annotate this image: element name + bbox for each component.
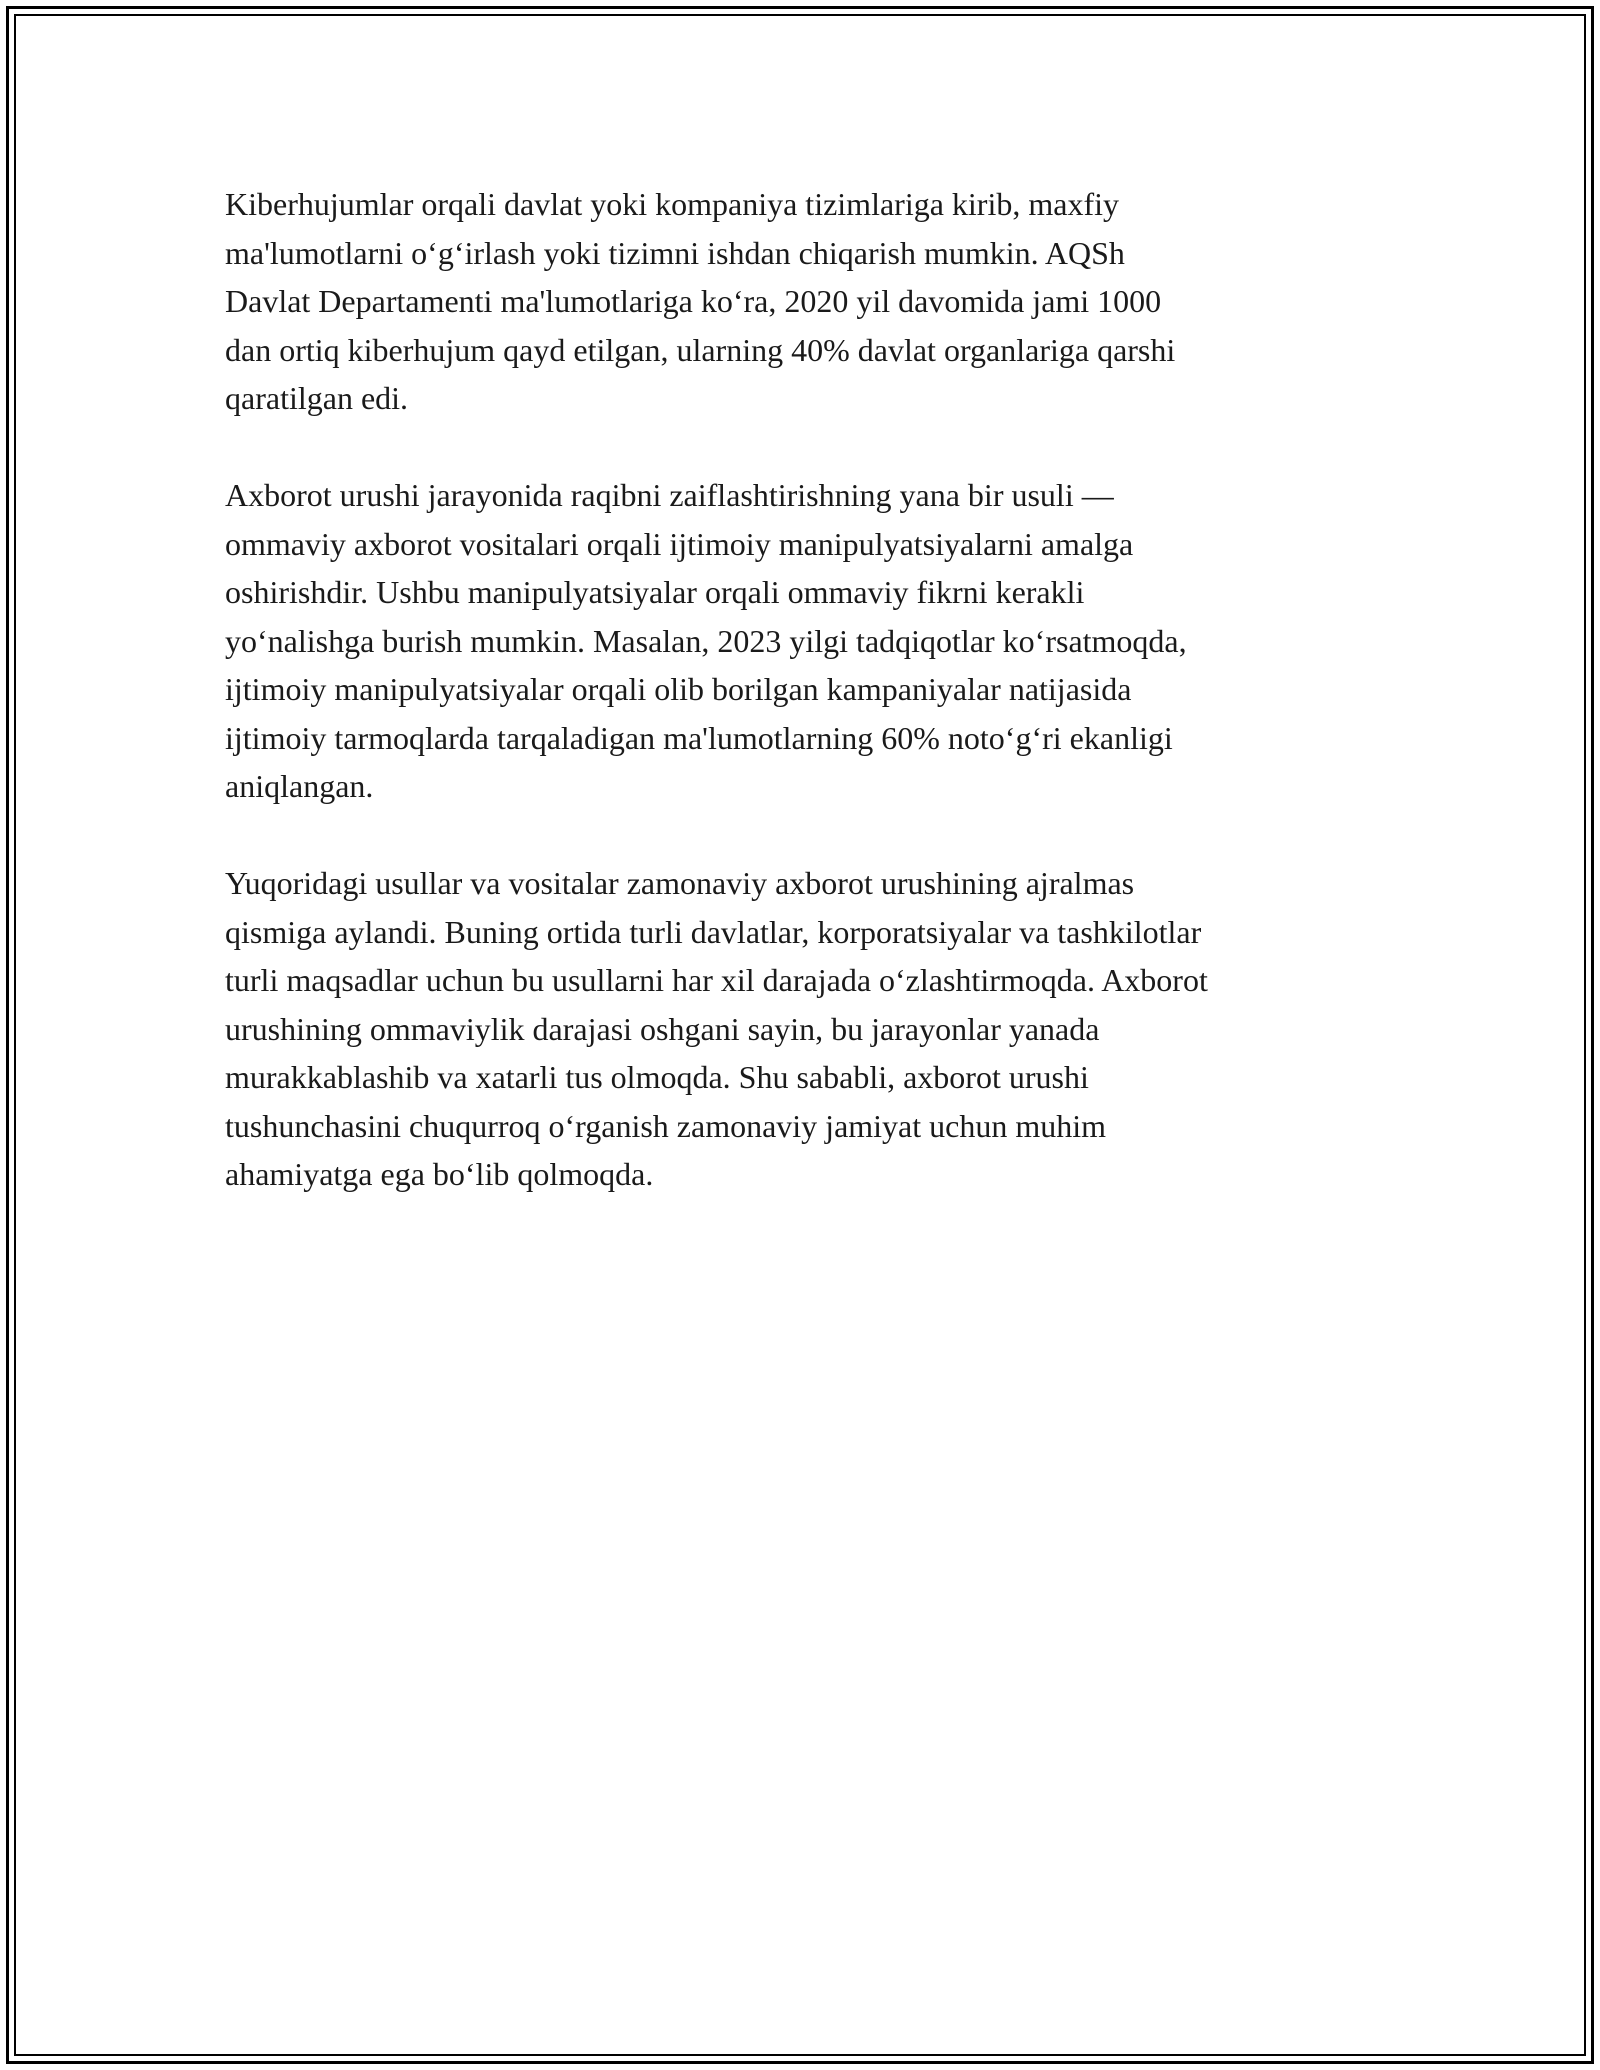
paragraph-line: ijtimoiy tarmoqlarda tarqaladigan ma'lumotlarning 60% noto‘g‘ri ekanligi bbox=[225, 719, 1173, 756]
paragraph-line: yo‘nalishga burish mumkin. Masalan, 2023 yilgi tadqiqotlar ko‘rsatmoqda, bbox=[225, 622, 1187, 659]
paragraph-line: qaratilgan edi. bbox=[225, 380, 409, 416]
paragraph-line: turli maqsadlar uchun bu usullarni har xil darajada o‘zlashtirmoqda. Axborot bbox=[225, 962, 1208, 998]
paragraph-line: ma'lumotlarni o‘g‘irlash yoki tizimni ishdan chiqarish mumkin. AQSh bbox=[225, 234, 1125, 271]
paragraph-line: ahamiyatga ega bo‘lib qolmoqda. bbox=[225, 1156, 654, 1192]
paragraph-line: tushunchasini chuqurroq o‘rganish zamonaviy jamiyat uchun muhim bbox=[225, 1107, 1107, 1144]
paragraph-line: dan ortiq kiberhujum qayd etilgan, ularning 40% davlat organlariga qarshi bbox=[225, 331, 1176, 368]
paragraph-1 bbox=[225, 180, 1365, 423]
paragraph-3 bbox=[225, 859, 1365, 1199]
paragraph-line: urushining ommaviylik darajasi oshgani sayin, bu jarayonlar yanada bbox=[225, 1010, 1100, 1047]
paragraph-line: Axborot urushi jarayonida raqibni zaiflashtirishning yana bir usuli — bbox=[225, 477, 1114, 513]
paragraph-line: ommaviy axborot vositalari orqali ijtimoiy manipulyatsiyalarni amalga bbox=[225, 525, 1134, 562]
paragraph-line: qismiga aylandi. Buning ortida turli davlatlar, korporatsiyalar va tashkilotlar bbox=[225, 913, 1202, 950]
paragraph-line: oshirishdir. Ushbu manipulyatsiyalar orqali ommaviy fikrni kerakli bbox=[225, 574, 1085, 610]
paragraph-line: murakkablashib va xatarli tus olmoqda. Shu sababli, axborot urushi bbox=[225, 1059, 1089, 1095]
paragraph-line: ijtimoiy manipulyatsiyalar orqali olib borilgan kampaniyalar natijasida bbox=[225, 671, 1132, 707]
paragraph-line: Kiberhujumlar orqali davlat yoki kompaniya tizimlariga kirib, maxfiy bbox=[225, 186, 1119, 222]
document-body bbox=[225, 180, 1365, 1247]
paragraph-2 bbox=[225, 471, 1365, 811]
paragraph-line: aniqlangan. bbox=[225, 768, 374, 804]
paragraph-line: Davlat Departamenti ma'lumotlariga ko‘ra, 2020 yil davomida jami 1000 bbox=[225, 283, 1162, 319]
paragraph-line: Yuqoridagi usullar va vositalar zamonaviy axborot urushining ajralmas bbox=[225, 865, 1135, 901]
